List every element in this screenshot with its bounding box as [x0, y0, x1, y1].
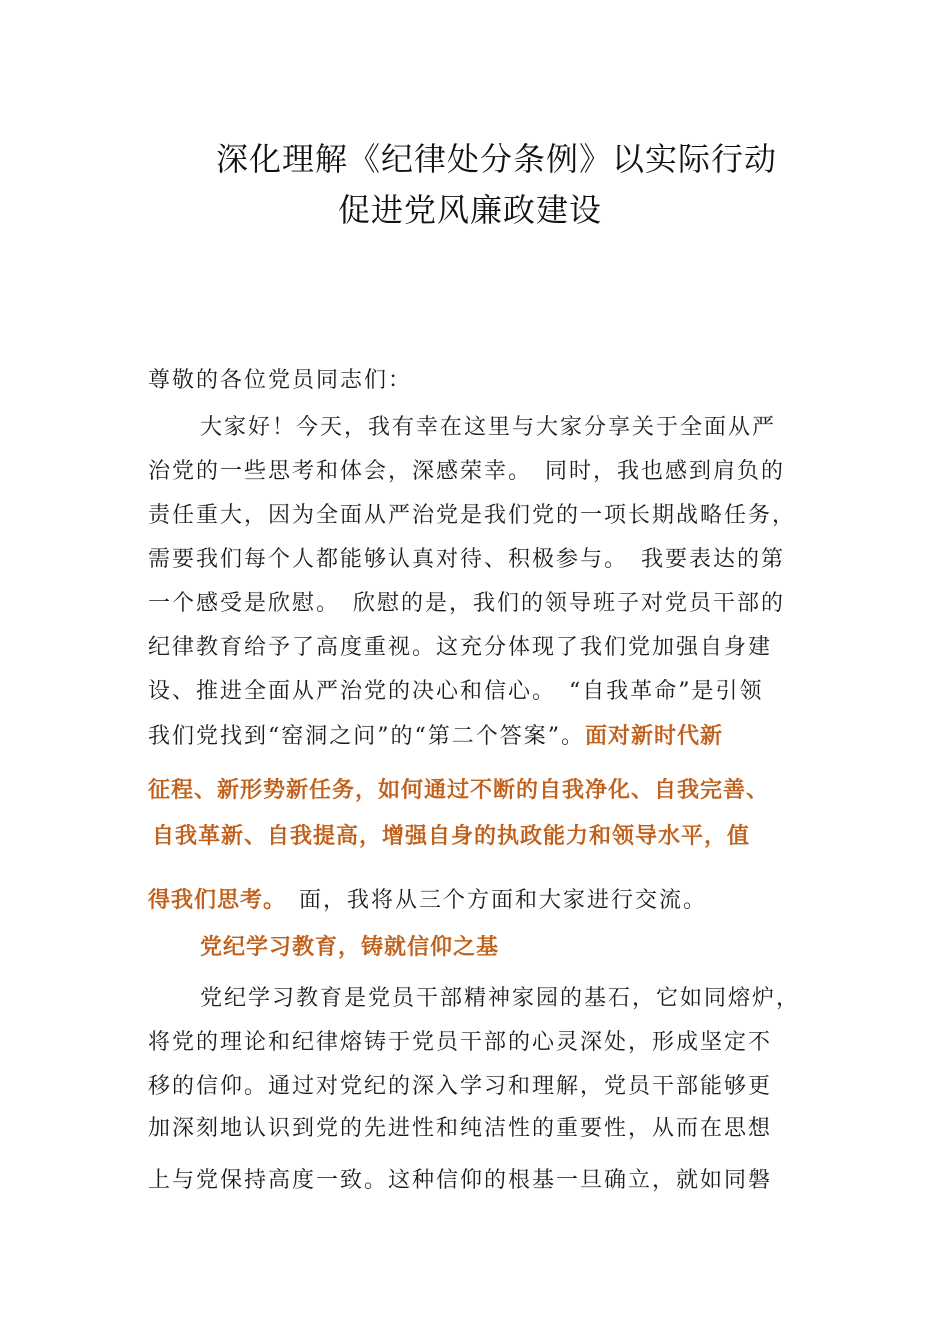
- highlighted-text: 得我们思考。: [148, 887, 276, 913]
- body-line-with-highlight: [148, 721, 838, 752]
- body-line: 设、推进全面从严治党的决心和信心。 “自我革命”是引领: [148, 679, 764, 704]
- salutation: 尊敬的各位党员同志们：: [148, 368, 413, 393]
- highlighted-text: 面对新时代新: [585, 723, 724, 749]
- section-heading: 党纪学习教育，铸就信仰之基: [200, 934, 500, 960]
- body-line: 治党的一些思考和体会，深感荣幸。 同时，我也感到肩负的: [148, 459, 786, 484]
- body-line: 大家好！今天，我有幸在这里与大家分享关于全面从严: [200, 415, 777, 440]
- highlighted-line: 自我革新、自我提高，增强自身的执政能力和领导水平，值: [152, 823, 751, 849]
- section-body-line: 上与党保持高度一致。这种信仰的根基一旦确立，就如同磐: [148, 1168, 773, 1193]
- section-body-line: 将党的理论和纪律熔铸于党员干部的心灵深处，形成坚定不: [148, 1030, 773, 1055]
- document-title-line-2: 促进党风廉政建设: [338, 191, 603, 229]
- body-line: 一个感受是欣慰。 欣慰的是，我们的领导班子对党员干部的: [148, 591, 786, 616]
- section-body-line: 移的信仰。通过对党纪的深入学习和理解，党员干部能够更: [148, 1074, 773, 1099]
- body-line-with-highlight: [148, 885, 838, 916]
- section-body-line: 党纪学习教育是党员干部精神家园的基石，它如同熔炉，: [200, 986, 801, 1011]
- body-line: 责任重大，因为全面从严治党是我们党的一项长期战略任务，: [148, 503, 797, 528]
- body-line-text: 面，我将从三个方面和大家进行交流。: [275, 888, 708, 913]
- body-line-text: 我们党找到“窑洞之问”的“第二个答案”。: [148, 724, 585, 749]
- highlighted-line: 征程、新形势新任务，如何通过不断的自我净化、自我完善、: [148, 777, 770, 803]
- section-body-line: 加深刻地认识到党的先进性和纯洁性的重要性，从而在思想: [148, 1116, 773, 1141]
- body-line: 纪律教育给予了高度重视。这充分体现了我们党加强自身建: [148, 635, 773, 660]
- document-title-line-1: 深化理解《纪律处分条例》以实际行动: [216, 140, 778, 178]
- body-line: 需要我们每个人都能够认真对待、积极参与。 我要表达的第: [148, 547, 786, 572]
